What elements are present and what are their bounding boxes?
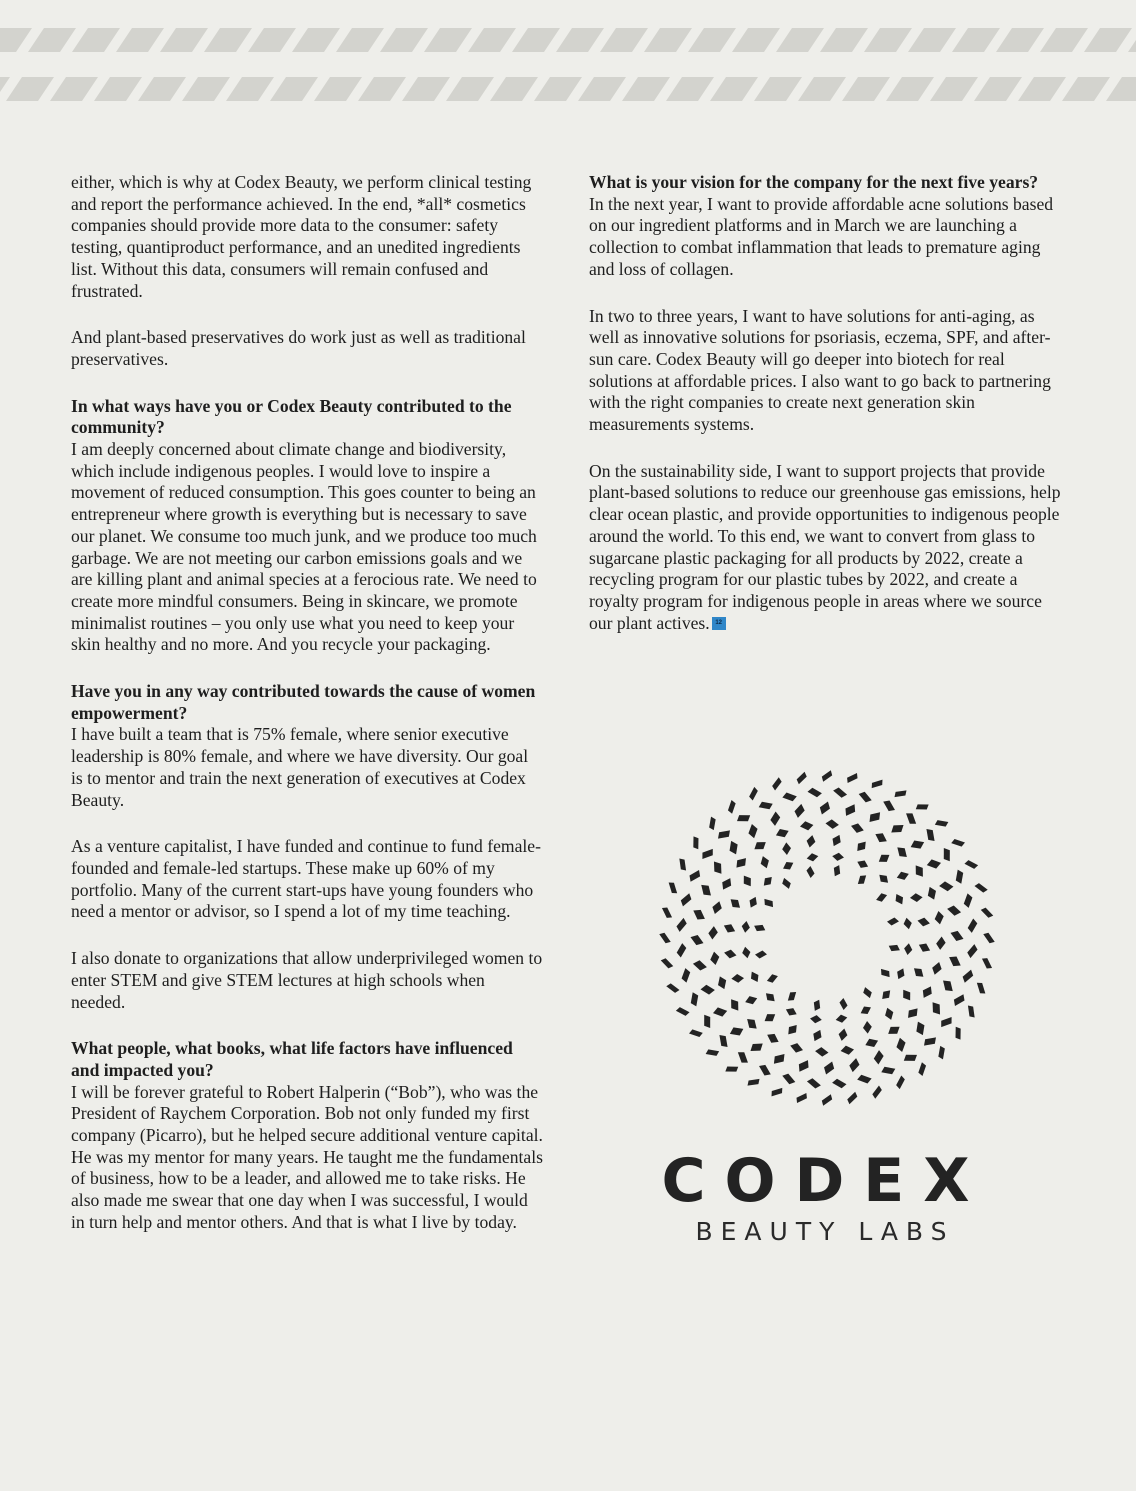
logo-dash: [872, 780, 883, 789]
logo-dash: [666, 983, 679, 993]
logo-dash: [744, 876, 751, 887]
logo-dash: [861, 1007, 871, 1014]
logo-dash: [964, 893, 973, 907]
logo-dash: [730, 1027, 743, 1035]
logo-dash: [928, 887, 936, 900]
stripe-segment: [908, 28, 956, 52]
stripe-segment: [556, 28, 604, 52]
logo-dash: [764, 877, 772, 886]
logo-dash: [754, 925, 765, 931]
sustainability-text: On the sustainability side, I want to support projects that provide plant-based solutions to reduce our greenhouse gas emissions, help clear ocean plastic, and provide opportunities to indigenous people around the world. To this end, we want to convert from glass to sugarcane plastic packaging for all products by 2022, create a recycling program for our plastic tubes by 2022, and create a royalty program for indigenous people in areas where we source our plant actives.: [589, 460, 1061, 633]
stripe-segment: [380, 28, 428, 52]
logo-dash: [888, 1027, 899, 1034]
logo-dash: [718, 976, 726, 989]
logo-dash: [896, 1075, 905, 1089]
question-women-empowerment: Have you in any way contributed towards the cause of women empowerment?: [71, 681, 536, 723]
stripe-segment: [644, 28, 692, 52]
logo-dash: [954, 994, 965, 1006]
logo-dash: [963, 970, 974, 983]
logo-dash: [897, 968, 904, 979]
logo-dash: [737, 815, 750, 821]
stripe-segment: [1106, 77, 1136, 101]
stripe-segment: [952, 28, 1000, 52]
stripe-segment: [732, 28, 780, 52]
stripe-segment: [270, 77, 318, 101]
logo-dash: [879, 855, 890, 862]
logo-dash: [815, 1047, 828, 1056]
logo-dash: [782, 842, 791, 855]
logo-dash: [702, 849, 712, 859]
logo-dash: [722, 878, 731, 889]
logo-dash: [918, 1062, 926, 1076]
logo-dash: [765, 1014, 776, 1021]
logo-dash: [731, 899, 740, 907]
logo-dash: [712, 901, 721, 914]
logo-dash: [858, 875, 866, 884]
logo-dash: [881, 1067, 895, 1074]
logo-dash: [742, 921, 750, 933]
logo-dash: [896, 894, 903, 904]
logo-dash: [847, 773, 857, 783]
stripe-segment: [886, 77, 934, 101]
right-column: [589, 172, 1063, 659]
logo-dash: [863, 1021, 872, 1034]
logo-dash: [659, 933, 670, 943]
stripe-segment: [600, 28, 648, 52]
logo-dash: [747, 1019, 757, 1029]
logo-dash: [814, 1000, 820, 1011]
logo-dash: [745, 996, 757, 1004]
logo-dash: [833, 787, 847, 797]
logo-dash: [895, 790, 907, 797]
logo-dash: [927, 859, 941, 868]
logo-dash: [875, 833, 886, 842]
logo-dash: [822, 770, 832, 781]
logo-dash: [904, 943, 912, 955]
logo-dash: [788, 992, 796, 1001]
logo-dash: [772, 777, 782, 790]
logo-dash: [881, 969, 890, 977]
question-influences: What people, what books, what life factors have influenced and impacted you?: [71, 1038, 513, 1080]
stripe-segment: [512, 28, 560, 52]
stripe-segment: [666, 77, 714, 101]
stripe-segment: [1062, 77, 1110, 101]
stripe-segment: [578, 77, 626, 101]
logo-dash: [967, 944, 977, 958]
logo-dash: [891, 825, 903, 832]
logo-dash: [839, 1029, 848, 1041]
logo-dash: [841, 1046, 854, 1055]
stripe-segment: [490, 77, 538, 101]
logo-dash: [790, 1043, 803, 1052]
answer-stem-donations: I also donate to organizations that allow underprivileged women to enter STEM and give STEM lectures at high schools when needed.: [71, 948, 543, 1012]
stripe-row-bottom: [0, 77, 1136, 101]
logo-dash: [708, 926, 717, 939]
stripe-segment: [358, 77, 406, 101]
logo-dash: [876, 893, 887, 902]
stripe-segment: [204, 28, 252, 52]
logo-dash: [731, 974, 744, 983]
decorative-stripe-band: [0, 0, 1136, 110]
paragraph-preservatives: And plant-based preservatives do work just as well as traditional preservatives.: [71, 327, 526, 369]
question-community: In what ways have you or Codex Beauty contributed to the community?: [71, 395, 512, 438]
answer-venture-capital: As a venture capitalist, I have funded and continue to fund female-founded and female-led startups. These make up 60% of my portfolio. Many of the current start-ups have young founders who need a mentor or advisor, so I spend a lot of my time teaching.: [71, 836, 541, 922]
logo-dash: [759, 1065, 771, 1076]
logo-dash: [950, 931, 963, 941]
stripe-segment: [94, 77, 142, 101]
logo-dash: [770, 812, 780, 826]
logo-dash: [935, 911, 944, 924]
page-number: 12: [715, 619, 723, 626]
logo-dash: [718, 830, 730, 838]
stripe-segment: [798, 77, 846, 101]
logo-dash: [919, 944, 930, 952]
logo-dash: [767, 974, 778, 983]
logo-dash: [824, 1061, 834, 1074]
logo-dash: [865, 1039, 878, 1047]
logo-dash: [820, 801, 830, 814]
logo-dash: [885, 1008, 893, 1020]
logo-dash: [682, 968, 691, 982]
logo-dash: [807, 788, 821, 798]
stripe-segment: [754, 77, 802, 101]
logo-dash: [742, 947, 750, 959]
logo-dash: [800, 821, 813, 830]
logo-dash: [974, 883, 987, 893]
codex-logo-mark-icon: [652, 766, 1002, 1111]
answer-vision-next-year: In the next year, I want to provide affordable acne solutions based on our ingredient platforms and in March we are launching a collection to combat inflammation that leads to premature aging and loss of collagen.: [589, 193, 1054, 279]
logo-dash: [776, 829, 789, 837]
stripe-segment: [336, 28, 384, 52]
logo-dash: [691, 992, 698, 1006]
stripe-segment: [1018, 77, 1066, 101]
logo-dash: [825, 819, 838, 828]
logo-dash: [719, 1035, 727, 1047]
logo-dash: [883, 800, 895, 811]
logo-dash: [710, 952, 719, 965]
logo-dash: [730, 841, 738, 854]
stripe-segment: [622, 77, 670, 101]
logo-dash: [701, 885, 711, 896]
logo-dash: [701, 985, 715, 995]
logo-dash: [874, 1050, 884, 1064]
logo-dash: [662, 907, 672, 917]
logo-dash: [725, 1067, 738, 1072]
stripe-segment: [864, 28, 912, 52]
logo-dash: [839, 998, 847, 1010]
logo-dash: [882, 990, 890, 999]
logo-dash: [949, 956, 961, 966]
stripe-segment: [996, 28, 1044, 52]
logo-dash: [887, 917, 899, 925]
logo-dash: [889, 945, 900, 951]
logo-dash: [728, 800, 736, 814]
logo-dash: [897, 872, 909, 880]
logo-dash: [767, 1034, 778, 1043]
question-vision: What is your vision for the company for the next five years?: [589, 172, 1039, 192]
logo-dash: [857, 1075, 871, 1084]
logo-dash: [879, 875, 888, 883]
logo-dash: [956, 870, 963, 884]
stripe-segment: [974, 77, 1022, 101]
stripe-segment: [292, 28, 340, 52]
logo-dash: [968, 918, 978, 932]
logo-dash: [693, 836, 698, 849]
page-number-badge: [712, 617, 726, 630]
logo-dash: [679, 859, 686, 871]
logo-dash: [690, 935, 703, 945]
logo-dash: [736, 858, 746, 868]
logo-dash: [944, 848, 950, 861]
left-column: [71, 172, 543, 1259]
stripe-segment: [6, 77, 54, 101]
logo-dash: [749, 787, 758, 801]
logo-dash: [903, 990, 910, 1001]
logo-dash: [810, 1015, 822, 1023]
logo-dash: [782, 1074, 795, 1085]
logo-dash: [704, 1015, 710, 1028]
paragraph-clinical-testing: either, which is why at Codex Beauty, we perform clinical testing and report the performance achieved. In the end, *all* cosmetics companies should provide more data to the consumer: safety testing, quantiproduct performance, and an unedited ingredients list. Without this data, consumers will remain confused and frustrated.: [71, 172, 532, 301]
logo-dash: [748, 1079, 760, 1086]
logo-dash: [669, 883, 678, 894]
stripe-segment: [116, 28, 164, 52]
logo-dash: [786, 1008, 797, 1015]
logo-dash: [932, 962, 941, 975]
logo-dash: [807, 835, 816, 847]
logo-dash: [750, 897, 757, 908]
logo-dash: [924, 1037, 936, 1045]
logo-dash: [977, 983, 986, 994]
logo-dash: [772, 1088, 783, 1097]
logo-subtitle: BEAUTY LABS: [695, 1217, 955, 1246]
logo-dash: [851, 823, 864, 832]
logo-dash: [724, 950, 736, 959]
logo-dash: [709, 817, 716, 830]
stripe-segment: [28, 28, 76, 52]
logo-dash: [761, 856, 769, 868]
logo-dash: [751, 972, 758, 982]
logo-dash: [956, 1027, 961, 1040]
logo-dash: [981, 908, 994, 918]
logo-dash: [916, 865, 923, 876]
stripe-segment: [402, 77, 450, 101]
logo-dash: [750, 1044, 762, 1051]
logo-dash: [964, 860, 978, 869]
stripe-segment: [930, 77, 978, 101]
logo-dash: [941, 1017, 951, 1027]
logo-dash: [724, 924, 735, 932]
logo-dash: [896, 1038, 905, 1052]
logo-dash: [834, 865, 840, 876]
logo-dash: [689, 1029, 703, 1037]
logo-dash: [813, 1030, 821, 1041]
logo-dash: [935, 820, 948, 827]
logo-dash: [983, 933, 994, 943]
stripe-segment: [1040, 28, 1088, 52]
logo-dash: [774, 1054, 785, 1064]
logo-dash: [766, 993, 775, 1001]
logo-dash: [951, 839, 965, 847]
logo-dash: [845, 804, 855, 816]
stripe-segment: [50, 77, 98, 101]
logo-dash: [782, 878, 791, 889]
logo-dash: [807, 1078, 821, 1088]
logo-dash: [806, 866, 814, 878]
logo-dash: [857, 861, 868, 868]
logo-dash: [947, 906, 961, 916]
logo-dash: [933, 1002, 940, 1014]
logo-dash: [706, 1049, 719, 1056]
logo-dash: [982, 958, 992, 968]
logo-dash: [904, 918, 912, 930]
logo-dash: [938, 1046, 945, 1059]
logo-dash: [795, 804, 805, 818]
stripe-segment: [314, 77, 362, 101]
logo-dash: [693, 910, 705, 920]
logo-dash: [926, 829, 934, 841]
logo-dash: [676, 918, 686, 932]
stripe-segment: [226, 77, 274, 101]
logo-dash: [918, 918, 930, 927]
logo-dash: [807, 853, 819, 861]
logo-dash: [939, 881, 953, 891]
logo-dash: [677, 943, 687, 957]
stripe-segment: [534, 77, 582, 101]
answer-vision-sustainability: [589, 461, 1063, 635]
logo-dash: [738, 1052, 748, 1062]
logo-dash: [799, 1060, 809, 1072]
logo-dash: [872, 1085, 882, 1098]
logo-dash: [833, 835, 841, 846]
logo-dash: [759, 802, 773, 809]
stripe-row-top: [0, 28, 1136, 52]
logo-dash: [859, 792, 872, 803]
logo-wordmark: CODEX: [661, 1146, 989, 1216]
stripe-segment: [710, 77, 758, 101]
logo-dash: [916, 1022, 924, 1035]
stripe-segment: [248, 28, 296, 52]
logo-dash: [908, 1008, 918, 1018]
logo-dash: [832, 853, 844, 861]
logo-dash: [797, 772, 807, 785]
logo-dash: [832, 1079, 846, 1089]
logo-dash: [906, 813, 916, 823]
logo-dash: [914, 968, 923, 976]
logo-dash: [755, 950, 767, 958]
logo-dash: [897, 847, 907, 857]
logo-dash: [676, 1007, 690, 1016]
stripe-segment: [688, 28, 736, 52]
logo-dash: [936, 936, 945, 949]
logo-dash: [836, 1015, 848, 1023]
stripe-segment: [776, 28, 824, 52]
stripe-segment: [820, 28, 868, 52]
logo-dash: [788, 1025, 796, 1034]
answer-influences: I will be forever grateful to Robert Halperin (“Bob”), who was the President of Raychem Corporation. Bob not only funded my first company (Picarro), but he helped secure additional venture capital. He was my mentor for many years. He taught me the fundamentals of business, how to be a leader, and allowed me to take risks. He also made me swear that one day when I was successful, I would in turn help and mentor others. And that is what I live by today.: [71, 1081, 543, 1232]
stripe-segment: [160, 28, 208, 52]
stripe-segment: [446, 77, 494, 101]
answer-women-empowerment: I have built a team that is 75% female, where senior executive leadership is 80% female, and where we have diversity. Our goal is to mentor and train the next generation of executives at Codex Beauty.: [71, 724, 529, 810]
logo-dash: [822, 1094, 832, 1105]
logo-dash: [783, 862, 793, 869]
logo-dash: [731, 999, 738, 1010]
logo-dash: [661, 958, 674, 968]
stripe-segment: [468, 28, 516, 52]
stripe-segment: [138, 77, 186, 101]
logo-dash: [713, 1007, 727, 1016]
logo-dash: [857, 842, 865, 851]
stripe-segment: [842, 77, 890, 101]
logo-dash: [863, 987, 872, 998]
logo-dash: [910, 893, 923, 902]
logo-dash: [754, 842, 765, 849]
logo-dash: [968, 1006, 975, 1018]
answer-vision-two-three-years: In two to three years, I want to have solutions for anti-aging, as well as innovative solutions for psoriasis, eczema, SPF, and after-sun care. Codex Beauty will go deeper into biotech for real solutions at affordable prices. I also want to go back to partnering with the right companies to create next generation skin measurements systems.: [589, 305, 1051, 435]
logo-dash: [870, 812, 881, 822]
logo-dash: [681, 893, 692, 906]
stripe-segment: [1084, 28, 1132, 52]
logo-dash: [916, 804, 929, 809]
logo-dash: [796, 1093, 806, 1103]
stripe-segment: [72, 28, 120, 52]
logo-dash: [748, 824, 757, 838]
logo-dash: [943, 981, 953, 992]
logo-dash: [782, 793, 796, 802]
logo-dash: [923, 986, 932, 997]
answer-community: I am deeply concerned about climate change and biodiversity, which include indigenous peoples. I would love to inspire a movement of reduced consumption. This goes counter to being an entrepreneur where growth is everything but is necessary to save our planet. We consume too much junk, and we produce too much garbage. We are not meeting our carbon emissions goals and we are killing plant and animal species at a ferocious rate. We need to create more mindful consumers. Being in skincare, we promote minimalist routines – you only use what you need to keep your skin healthy and no more. And you recycle your packaging.: [71, 439, 537, 655]
stripe-segment: [424, 28, 472, 52]
logo-dash: [849, 1058, 859, 1072]
stripe-segment: [182, 77, 230, 101]
logo-dash: [714, 861, 721, 873]
stripe-segment: [0, 28, 32, 52]
logo-dash: [693, 960, 707, 970]
logo-dash: [689, 870, 700, 882]
logo-dash: [847, 1092, 857, 1105]
logo-dash: [911, 841, 924, 849]
logo-dash: [904, 1055, 917, 1061]
logo-dash: [764, 899, 773, 907]
